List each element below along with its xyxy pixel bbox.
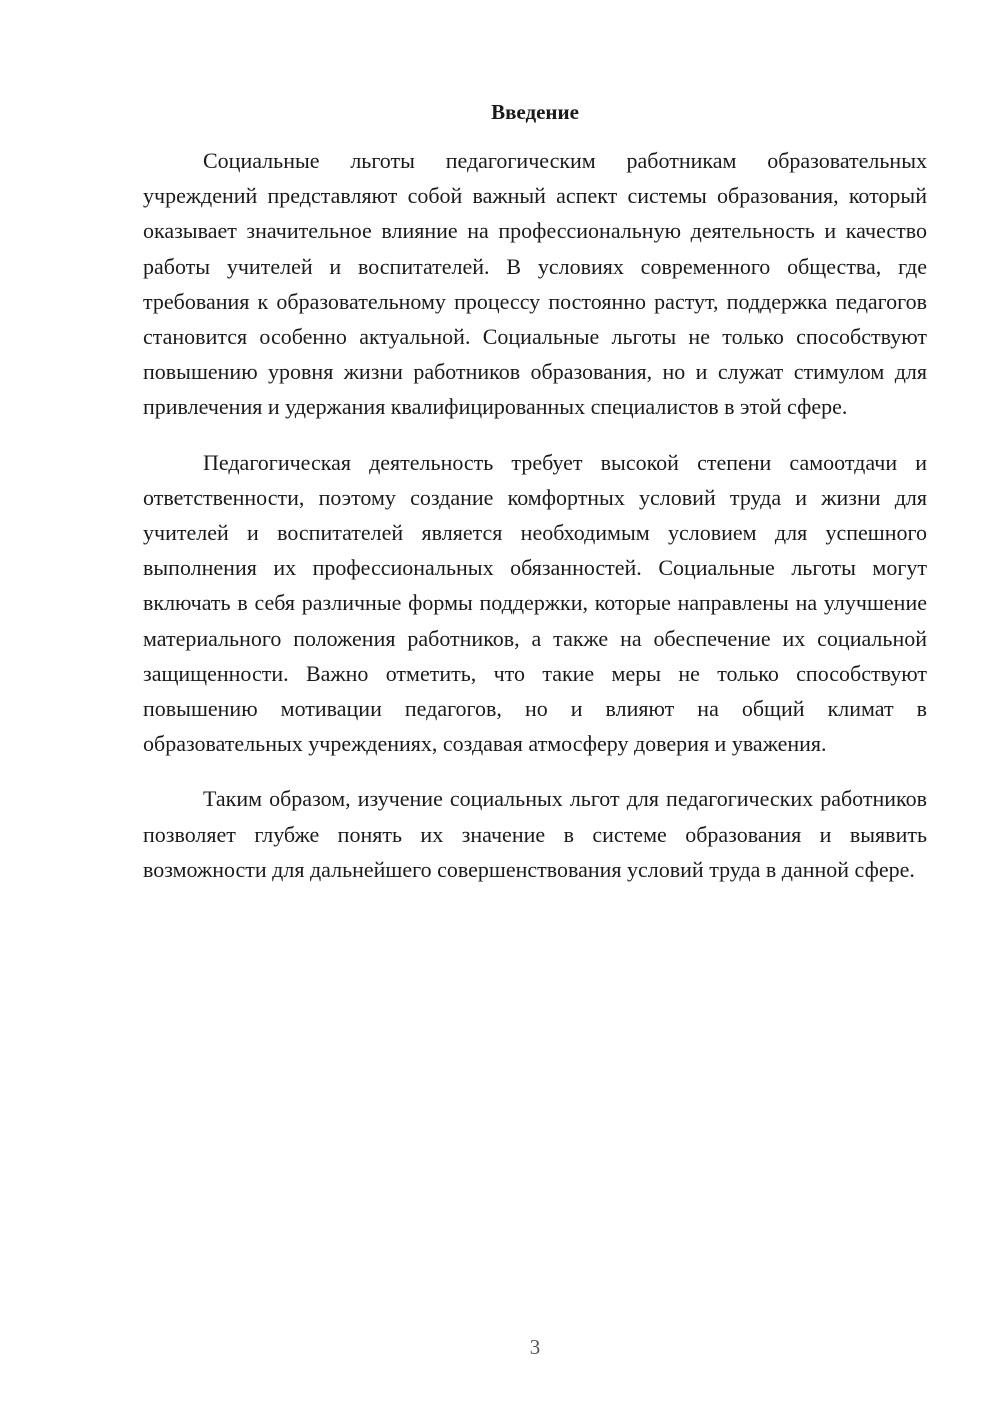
- body-text: [143, 143, 927, 907]
- page-number: 3: [529, 1335, 541, 1359]
- paragraph-3: Таким образом, изучение социальных льгот для педагогических работников позволяет глубже понять их значение в системе образования и выявить возможности для дальнейшего совершенствования условий труда в данной сфере.: [143, 786, 927, 882]
- section-heading: Введение: [491, 100, 579, 124]
- paragraph-2: Педагогическая деятельность требует высокой степени самоотдачи и ответственности, поэтому создание комфортных условий труда и жизни для учителей и воспитателей является необходимым условием для успешного выполнения их профессиональных обязанностей. Социальные льготы могут включать в себя различные формы поддержки, которые направлены на улучшение материального положения работников, а также на обеспечение их социальной защищенности. Важно отметить, что такие меры не только способствуют повышению мотивации педагогов, но и влияют на общий климат в образовательных учреждениях, создавая атмосферу доверия и уважения.: [143, 449, 927, 757]
- paragraph-1: Социальные льготы педагогическим работникам образовательных учреждений представляют собой важный аспект системы образования, который оказывает значительное влияние на профессиональную деятельность и качество работы учителей и воспитателей. В условиях современного общества, где требования к образовательному процессу постоянно растут, поддержка педагогов становится особенно актуальной. Социальные льготы не только способствуют повышению уровня жизни работников образования, но и служат стимулом для привлечения и удержания квалифицированных специалистов в этой сфере.: [143, 148, 927, 420]
